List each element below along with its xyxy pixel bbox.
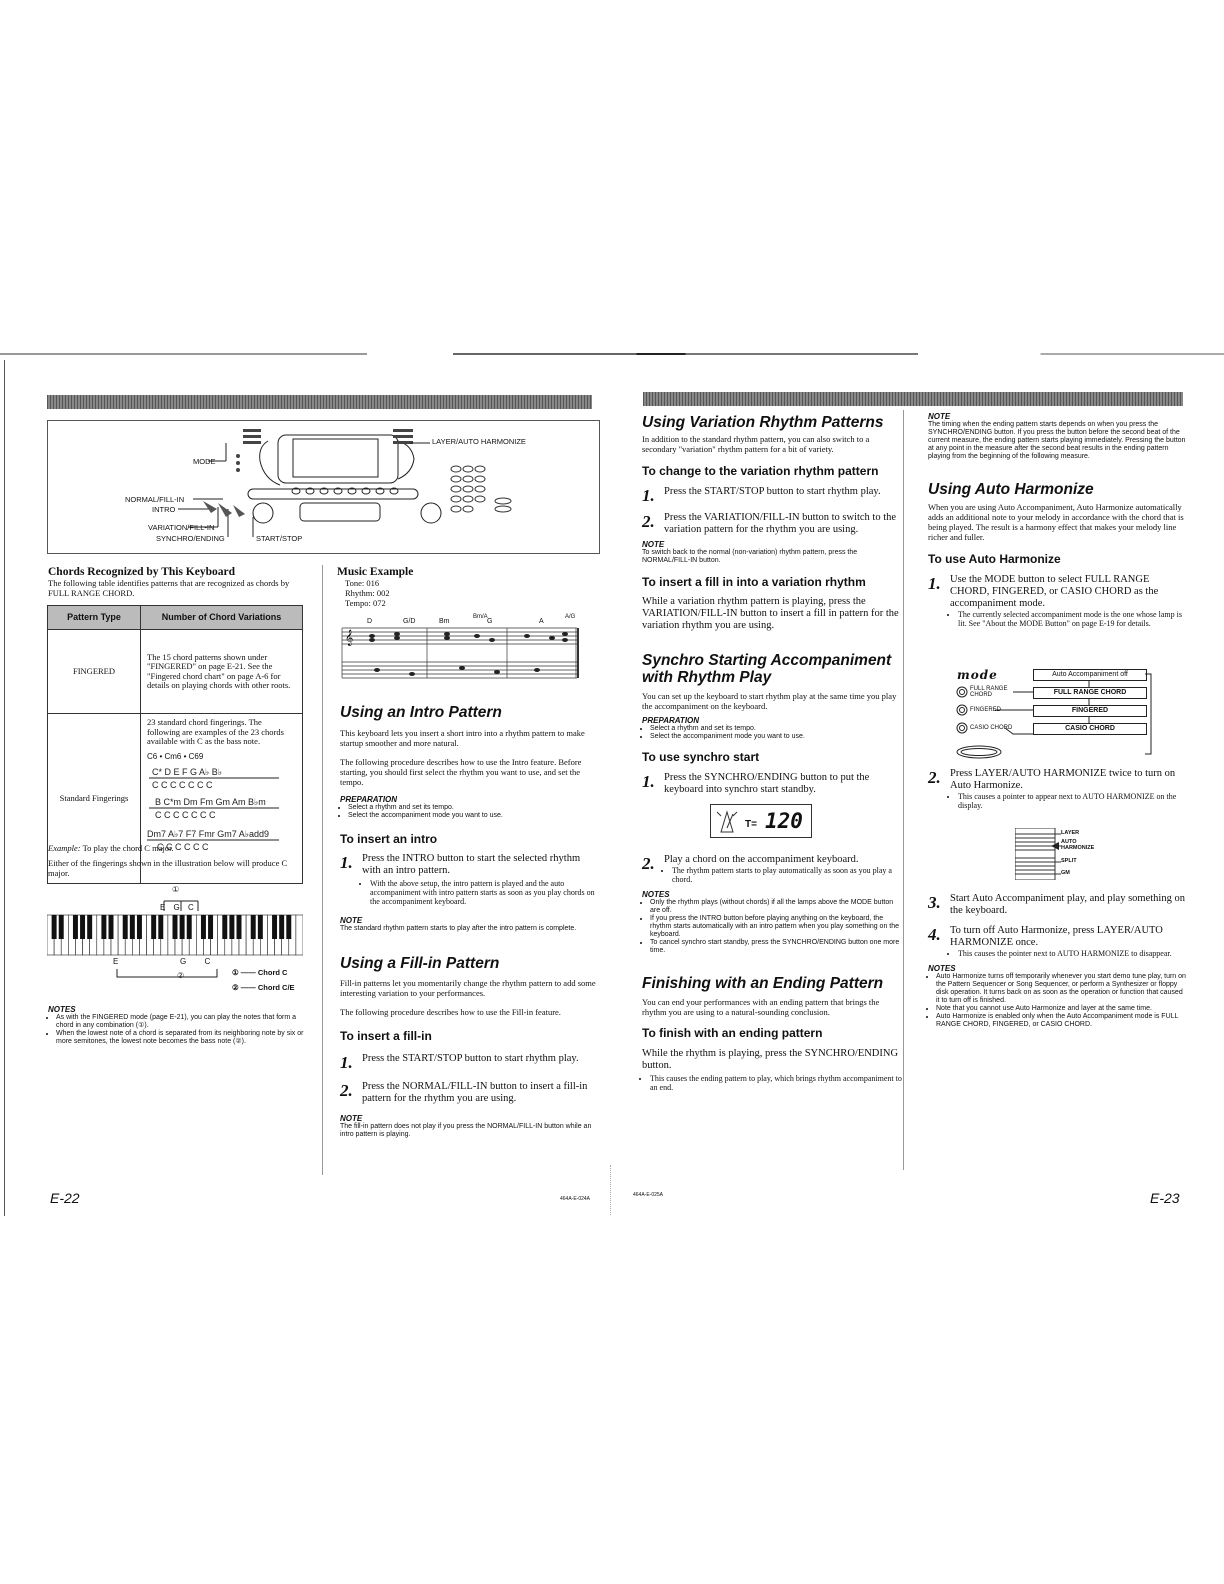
label-normal-fillin: NORMAL/FILL-IN <box>125 495 185 504</box>
mode-label-fingered: FINGERED <box>970 707 1002 713</box>
harm-step-4: To turn off Auto Harmonize, press LAYER/AUTO HARMONIZE once. <box>950 925 1163 948</box>
svg-text:C* D E F G A♭ B♭: C* D E F G A♭ B♭ <box>152 767 223 777</box>
label-synchro-ending: SYNCHRO/ENDING <box>156 534 225 543</box>
fill-title: Using a Fill-in Pattern <box>340 955 500 972</box>
intro-title: Using an Intro Pattern <box>340 704 502 721</box>
mode-arrows <box>955 664 1155 764</box>
black-key <box>229 915 234 939</box>
intro-p1: This keyboard lets you insert a short intro into a rhythm pattern to make startup smoother and more natural. <box>340 728 585 748</box>
black-key <box>180 915 185 939</box>
kb-top-notes: E G C <box>160 903 197 912</box>
note-item: • If you press the INTRO button before playing anything on the keyboard, the rhythm starts automatically with an intro pattern when you play something on the keyboard. <box>650 915 902 939</box>
music-chord-label: Bm/A <box>473 614 488 620</box>
svg-text:C C C C C C: C C C C C C C <box>155 810 216 820</box>
white-key <box>296 915 303 955</box>
music-chord-label: A/G <box>565 614 576 620</box>
black-key <box>286 915 291 939</box>
note-item: • As with the FINGERED mode (page E-21), you can play the notes that form a chord in any combination (①). <box>56 1014 308 1030</box>
mode-logo: mode <box>957 668 998 682</box>
harm-notes-list <box>928 973 1186 1029</box>
note-item: • Note that you cannot use Auto Harmonize and layer at the same time. <box>936 1005 1186 1013</box>
ending-p: You can end your performances with an ending pattern that brings the rhythm you are using to a natural-sounding conclusion. <box>642 997 880 1017</box>
harm-step-1-sub: • The currently selected accompaniment mode is the one whose lamp is lit. See "About the MODE Button" on page E-19 for details. <box>958 610 1186 628</box>
black-key <box>137 915 142 939</box>
chords-title: Chords Recognized by This Keyboard <box>48 566 236 578</box>
black-key <box>237 915 242 939</box>
use-harmonize-heading: To use Auto Harmonize <box>928 552 1061 566</box>
mode-box-fingered: FINGERED <box>1033 705 1147 717</box>
mode-label-casio: CASIO CHORD <box>970 725 1013 731</box>
mode-label-fullrange: FULL RANGE CHORD <box>970 686 1008 698</box>
keyboard-illustration <box>47 885 303 1000</box>
table-cell-standard: Standard Fingerings <box>48 714 141 884</box>
lcd-metronome-icon <box>713 806 743 836</box>
syn-step-2-sub: • The rhythm pattern starts to play automatically as soon as you play a chord. <box>672 866 902 884</box>
insert-intro-sub: • With the above setup, the intro pattern is played and the auto accompaniment with intro pattern starts as soon as you play chords on the accompaniment keyboard. <box>370 879 600 906</box>
lcd-t: T= <box>745 819 757 830</box>
harm-step-4-sub: • This causes the pointer next to AUTO HARMONIZE to disappear. <box>958 949 1186 958</box>
kb-bottom-gc: G C <box>180 957 219 966</box>
change-variation-heading: To change to the variation rhythm pattern <box>642 464 879 478</box>
synchro-p: You can set up the keyboard to start rhythm play at the same time you play the accompaniment on the keyboard. <box>642 691 897 711</box>
synchro-start-heading: To use synchro start <box>642 750 760 764</box>
insert-fill-heading: To insert a fill-in <box>340 1029 432 1043</box>
fill-step-1: Press the START/STOP button to start rhythm play. <box>362 1053 579 1064</box>
table-cell-fingered: FINGERED <box>48 630 141 714</box>
black-key <box>52 915 57 939</box>
harm-step-3: Start Auto Accompaniment play, and play something on the keyboard. <box>950 893 1185 916</box>
intro-p2: The following procedure describes how to use the Intro feature. Before starting, you should first select the rhythm you want to use, and set the tempo. <box>340 757 582 787</box>
example-text: To play the chord C major. <box>82 843 174 853</box>
insert-intro-step: Press the INTRO button to start the selected rhythm with an intro pattern. <box>362 853 581 876</box>
fill-variation-heading: To insert a fill in into a variation rhythm <box>642 575 866 589</box>
left-column-rule <box>322 565 323 1175</box>
svg-text:Dm7 A♭7 F7 Fmr Gm7 A♭add: Dm7 A♭7 F7 Fmr Gm7 A♭add9 <box>147 829 270 839</box>
black-key <box>158 915 163 939</box>
disp-layer: LAYER <box>1061 830 1080 836</box>
fill-step-2: Press the NORMAL/FILL-IN button to insert a fill-in pattern for the rhythm you are using. <box>362 1081 588 1104</box>
fill-variation-p: While a variation rhythm pattern is playing, press the VARIATION/FILL-IN button to insert a fill in pattern for the variation rhythm you are using. <box>642 596 899 631</box>
preparation-list <box>340 804 600 820</box>
prep-item: • Select the accompaniment mode you want to use. <box>650 733 902 741</box>
fill-note: The fill-in pattern does not play if you press the NORMAL/FILL-IN button while an intro pattern is playing. <box>340 1123 592 1138</box>
syn-step-1: Press the SYNCHRO/ENDING button to put the keyboard into synchro start standby. <box>664 772 870 795</box>
mark-1-top: ① <box>172 885 180 894</box>
chords-intro: The following table identifies patterns that are recognized as chords by FULL RANGE CHORD. <box>48 578 290 598</box>
syn-notes-list <box>642 899 902 955</box>
harm-step-1: Use the MODE button to select FULL RANGE CHORD, FINGERED, or CASIO CHORD as the accompaniment mode. <box>950 574 1159 609</box>
insert-intro-heading: To insert an intro <box>340 832 438 846</box>
gutter-rule <box>610 1165 611 1215</box>
notes-heading: NOTES <box>48 1005 76 1014</box>
legend-chord-c: ① —— Chord C <box>232 968 288 977</box>
black-key <box>187 915 192 939</box>
music-rhythm: Rhythm: 002 <box>345 588 390 598</box>
table-header-pattern-type: Pattern Type <box>48 606 141 630</box>
intro-note-heading: NOTE <box>340 916 363 925</box>
syn-step-2: Play a chord on the accompaniment keyboard. <box>664 854 859 865</box>
music-chord-label: A <box>539 618 544 625</box>
page-number-right: E-23 <box>1150 1190 1180 1206</box>
fill-p1: Fill-in patterns let you momentarily change the rhythm pattern to add some interesting variation to your performances. <box>340 978 596 998</box>
legend-chord-c-e: ② —— Chord C/E <box>232 983 295 992</box>
black-key <box>173 915 178 939</box>
music-tempo: Tempo: 072 <box>345 598 386 608</box>
mark-2-bottom: ② <box>177 971 185 980</box>
left-header-bar <box>47 395 592 409</box>
music-example-title: Music Example <box>337 566 414 578</box>
syn-prep-heading: PREPARATION <box>642 716 700 725</box>
black-key <box>201 915 206 939</box>
right-column-rule <box>903 410 904 1170</box>
label-mode: MODE <box>193 457 216 466</box>
table-cell-fingered-desc: The 15 chord patterns shown under "FINGERED" on page E-21. See the "Fingered chord chart" on page A-6 for details on playing chords with other roots. <box>141 630 303 714</box>
kb-bottom-e: E <box>113 957 119 966</box>
harm-step-2: Press LAYER/AUTO HARMONIZE twice to turn on Auto Harmonize. <box>950 768 1176 791</box>
mode-box-casio: CASIO CHORD <box>1033 723 1147 735</box>
panel-diagram <box>47 420 600 554</box>
var-step-1: Press the START/STOP button to start rhythm play. <box>664 486 881 497</box>
label-layer: LAYER/AUTO HARMONIZE <box>432 437 526 446</box>
harm-notes-heading: NOTES <box>928 964 956 973</box>
staff-lines <box>337 612 595 682</box>
prep-item: • Select a rhythm and set its tempo. <box>348 804 600 812</box>
disp-auto-harmonize: AUTO HARMONIZE <box>1061 839 1095 851</box>
music-chord-label: Bm <box>439 618 450 625</box>
finish-ending-heading: To finish with an ending pattern <box>642 1026 823 1040</box>
var-note: To switch back to the normal (non-variation) rhythm pattern, press the NORMAL/FILL-IN button. <box>642 549 858 564</box>
note-item: • When the lowest note of a chord is separated from its neighboring note by six or more semitones, the lowest note becomes the bass note (②). <box>56 1030 308 1046</box>
svg-text:C C C C C C: C C C C C C <box>157 842 209 852</box>
black-key <box>73 915 78 939</box>
black-key <box>87 915 92 939</box>
black-key <box>151 915 156 939</box>
note-item: • Only the rhythm plays (without chords) if all the lamps above the MODE button are off. <box>650 899 902 915</box>
svg-text:C C C C C C C: C C C C C C C <box>152 780 213 790</box>
var-step-2: Press the VARIATION/FILL-IN button to switch to the variation pattern for the rhythm you are using. <box>664 512 897 535</box>
lcd-display <box>710 804 812 838</box>
lcd-value: 120 <box>765 809 803 833</box>
scan-top-line <box>0 353 1224 355</box>
music-chord-label: G <box>487 618 493 625</box>
table-cell-standard-desc: 23 standard chord fingerings. The following are examples of the 23 chords available with C as the bass note. <box>147 717 284 746</box>
harm-step-2-sub: • This causes a pointer to appear next to AUTO HARMONIZE on the display. <box>958 792 1186 810</box>
fill-p2: The following procedure describes how to use the Fill-in feature. <box>340 1007 561 1017</box>
mode-diagram <box>955 664 1155 764</box>
black-key <box>109 915 114 939</box>
black-key <box>279 915 284 939</box>
music-chord-label: D <box>367 618 373 625</box>
syn-prep-list <box>642 725 902 741</box>
synchro-title: Synchro Starting Accompaniment with Rhythm Play <box>642 652 892 686</box>
svg-text:𝄞: 𝄞 <box>345 630 354 646</box>
either-text: Either of the fingerings shown in the illustration below will produce C major. <box>48 858 288 878</box>
ending-title: Finishing with an Ending Pattern <box>642 975 884 992</box>
prep-item: • Select a rhythm and set its tempo. <box>650 725 902 733</box>
black-key <box>222 915 227 939</box>
fill-note-heading: NOTE <box>340 1114 363 1123</box>
black-key <box>251 915 256 939</box>
page-number-left: E-22 <box>50 1190 80 1206</box>
harmonize-p: When you are using Auto Accompaniment, Auto Harmonize automatically adds an additional note to your melody in accordance with the chord that is being played. The result is a harmony effect that makes your melody line richer and fuller. <box>928 502 1184 542</box>
music-chord-label: G/D <box>403 618 416 625</box>
note-item: • Auto Harmonize is enabled only when the Auto Accompaniment mode is FULL RANGE CHORD, FINGERED, or CASIO CHORD. <box>936 1013 1186 1029</box>
note-item: • Auto Harmonize turns off temporarily whenever you start demo tune play, turn on the Pattern Sequencer or Song Sequencer, or perform a Synthesizer or floppy disk operation. It turns back on as soon as the operation or function that caused it to turn off is finished. <box>936 973 1186 1005</box>
code-left: 464A-E-024A <box>560 1196 591 1202</box>
disp-gm: GM <box>1061 870 1070 876</box>
top-note: The timing when the ending pattern starts depends on when you press the SYNCHRO/ENDING button. If you press the button before the second beat of the current measure, the ending pattern starts playing immediately. Pressing the button at any point in the measure after the second beat results in the ending pattern playing from the beginning of the following measure. <box>928 421 1186 460</box>
label-start-stop: START/STOP <box>256 534 303 543</box>
var-note-heading: NOTE <box>642 540 665 549</box>
music-tone: Tone: 016 <box>345 578 380 588</box>
prep-item: • Select the accompaniment mode you want to use. <box>348 812 600 820</box>
black-key <box>80 915 85 939</box>
black-key <box>59 915 64 939</box>
note-item: • To cancel synchro start standby, press the SYNCHRO/ENDING button one more time. <box>650 939 902 955</box>
mode-box-fullrange: FULL RANGE CHORD <box>1033 687 1147 699</box>
harmonize-title: Using Auto Harmonize <box>928 481 1094 498</box>
label-variation-fillin: VARIATION/FILL-IN <box>148 523 215 532</box>
black-key <box>101 915 106 939</box>
preparation-heading: PREPARATION <box>340 795 398 804</box>
black-key <box>130 915 135 939</box>
variation-title: Using Variation Rhythm Patterns <box>642 414 884 431</box>
black-key <box>208 915 213 939</box>
finish-p: While the rhythm is playing, press the SYNCHRO/ENDING button. <box>642 1048 899 1071</box>
music-staff <box>337 612 595 682</box>
intro-note: The standard rhythm pattern starts to play after the intro pattern is complete. <box>340 925 577 932</box>
example-label: Example: <box>48 843 81 853</box>
variation-p: In addition to the standard rhythm pattern, you can also switch to a secondary "variation" rhythm pattern for a bit of variety. <box>642 434 870 454</box>
chord-examples: C6 • Cm6 • C69 <box>147 751 204 761</box>
top-note-heading: NOTE <box>928 412 951 421</box>
table-header-variations: Number of Chord Variations <box>141 606 303 630</box>
left-edge <box>4 360 5 1216</box>
code-right: 464A-E-025A <box>633 1192 664 1198</box>
svg-text:B C*m Dm Fm Gm Am B♭m: B C*m Dm Fm Gm Am B♭m <box>155 797 266 807</box>
black-key <box>272 915 277 939</box>
label-intro: INTRO <box>152 505 176 514</box>
syn-notes-heading: NOTES <box>642 890 670 899</box>
finish-sub: • This causes the ending pattern to play, which brings rhythm accompaniment to an end. <box>650 1074 902 1092</box>
black-key <box>123 915 128 939</box>
left-notes-list <box>48 1014 308 1046</box>
right-header-bar <box>643 392 1183 406</box>
disp-split: SPLIT <box>1061 858 1077 864</box>
black-key <box>258 915 263 939</box>
mode-box-off: Auto Accompaniment off <box>1033 669 1147 681</box>
harmonize-display <box>1015 828 1135 880</box>
